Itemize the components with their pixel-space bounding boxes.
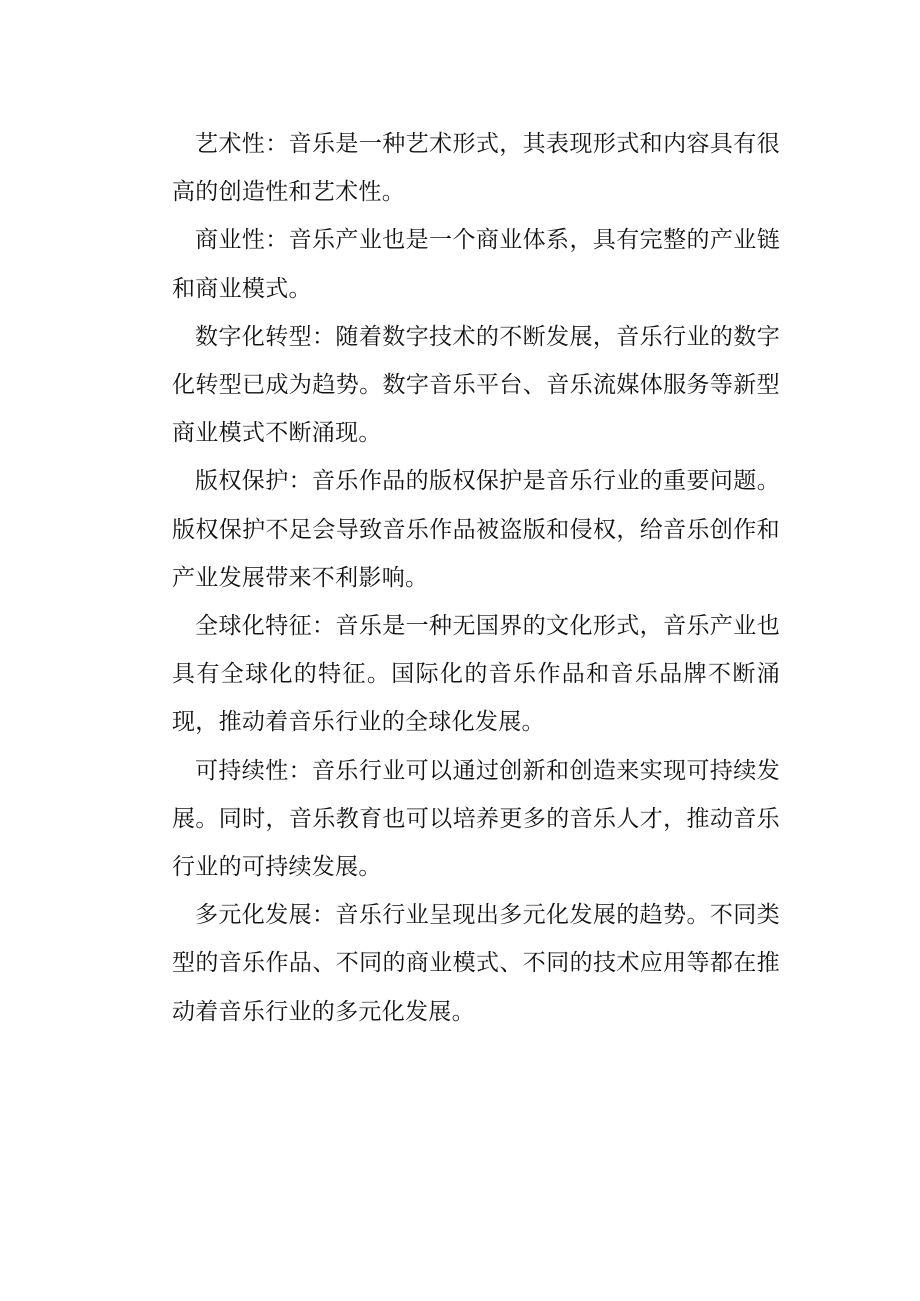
paragraph-diversification: 多元化发展：音乐行业呈现出多元化发展的趋势。不同类型的音乐作品、不同的商业模式、不同的技术应用等都在推动着音乐行业的多元化发展。 <box>172 902 780 1025</box>
paragraph-sustainability: 可持续性：音乐行业可以通过创新和创造来实现可持续发展。同时，音乐教育也可以培养更多的音乐人才，推动音乐行业的可持续发展。 <box>172 757 780 881</box>
paragraph-digital-transformation: 数字化转型：随着数字技术的不断发展，音乐行业的数字化转型已成为趋势。数字音乐平台、音乐流媒体服务等新型商业模式不断涌现。 <box>172 323 780 447</box>
paragraph-artistry: 艺术性：音乐是一种艺术形式，其表现形式和内容具有很高的创造性和艺术性。 <box>172 131 780 206</box>
document-page <box>172 120 780 1036</box>
paragraph-copyright-protection: 版权保护：音乐作品的版权保护是音乐行业的重要问题。版权保护不足会导致音乐作品被盗版和侵权，给音乐创作和产业发展带来不利影响。 <box>172 468 780 591</box>
paragraph-commerciality: 商业性：音乐产业也是一个商业体系，具有完整的产业链和商业模式。 <box>172 227 780 302</box>
paragraph-globalization: 全球化特征：音乐是一种无国界的文化形式，音乐产业也具有全球化的特征。国际化的音乐作品和音乐品牌不断涌现，推动着音乐行业的全球化发展。 <box>172 613 780 736</box>
